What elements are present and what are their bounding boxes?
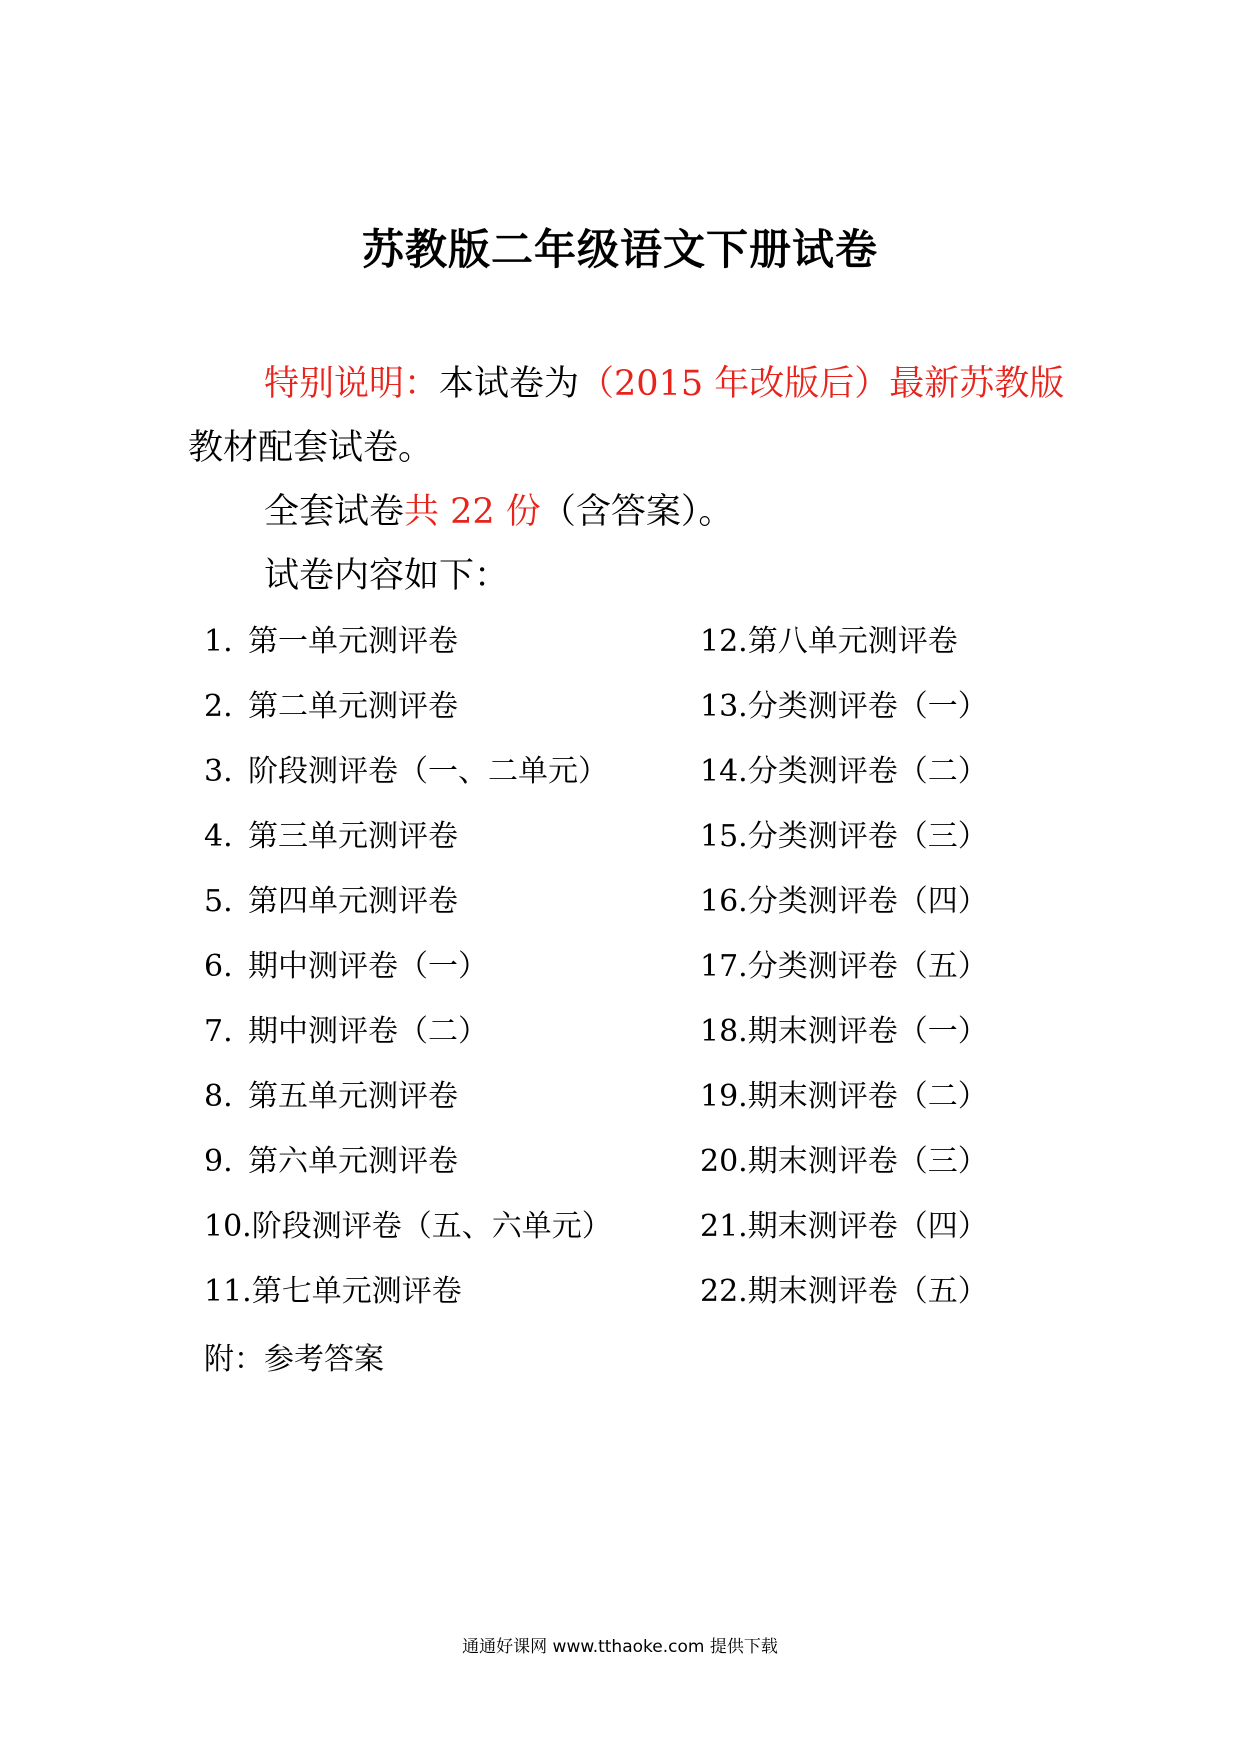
intro-line-contents: 试卷内容如下：	[264, 556, 510, 596]
list-item: 10.阶段测评卷（五、六单元）	[204, 1209, 612, 1244]
list-item: 11.第七单元测评卷	[204, 1274, 462, 1309]
notice-label: 特别说明：	[264, 364, 440, 404]
count-highlight: 共 22 份	[404, 492, 541, 532]
list-item: 13.分类测评卷（一）	[700, 689, 988, 724]
page-title: 苏教版二年级语文下册试卷	[361, 225, 878, 274]
list-item: 21.期末测评卷（四）	[700, 1209, 988, 1244]
notice-text: 本试卷为	[439, 364, 580, 404]
list-item: 9. 第六单元测评卷	[204, 1144, 458, 1179]
count-text-end: （含答案）。	[540, 492, 734, 532]
list-item: 17.分类测评卷（五）	[700, 949, 988, 984]
list-item: 3. 阶段测评卷（一、二单元）	[204, 754, 608, 789]
appendix-note: 附：参考答案	[204, 1342, 384, 1377]
count-text-start: 全套试卷	[264, 492, 405, 532]
list-item: 6. 期中测评卷（一）	[204, 949, 488, 984]
list-item: 15.分类测评卷（三）	[700, 819, 988, 854]
list-item: 4. 第三单元测评卷	[204, 819, 458, 854]
list-item: 12.第八单元测评卷	[700, 624, 958, 659]
list-item: 2. 第二单元测评卷	[204, 689, 458, 724]
notice-text-end: 教材配套试卷。	[188, 428, 434, 468]
list-item: 16.分类测评卷（四）	[700, 884, 988, 919]
intro-block	[188, 352, 1068, 608]
list-item: 18.期末测评卷（一）	[700, 1014, 988, 1049]
list-item: 7. 期中测评卷（二）	[204, 1014, 488, 1049]
list-item: 1. 第一单元测评卷	[204, 624, 458, 659]
list-item: 14.分类测评卷（二）	[700, 754, 988, 789]
list-item: 19.期末测评卷（二）	[700, 1079, 988, 1114]
intro-line-notice	[188, 352, 1068, 480]
list-item: 5. 第四单元测评卷	[204, 884, 458, 919]
edition-text: （2015 年改版后）最新苏教版	[579, 364, 1065, 404]
intro-line-count	[188, 480, 1068, 544]
list-item: 20.期末测评卷（三）	[700, 1144, 988, 1179]
list-item: 8. 第五单元测评卷	[204, 1079, 458, 1114]
footer-source: 通通好课网 www.tthaoke.com 提供下载	[462, 1637, 778, 1657]
list-item: 22.期末测评卷（五）	[700, 1274, 988, 1309]
